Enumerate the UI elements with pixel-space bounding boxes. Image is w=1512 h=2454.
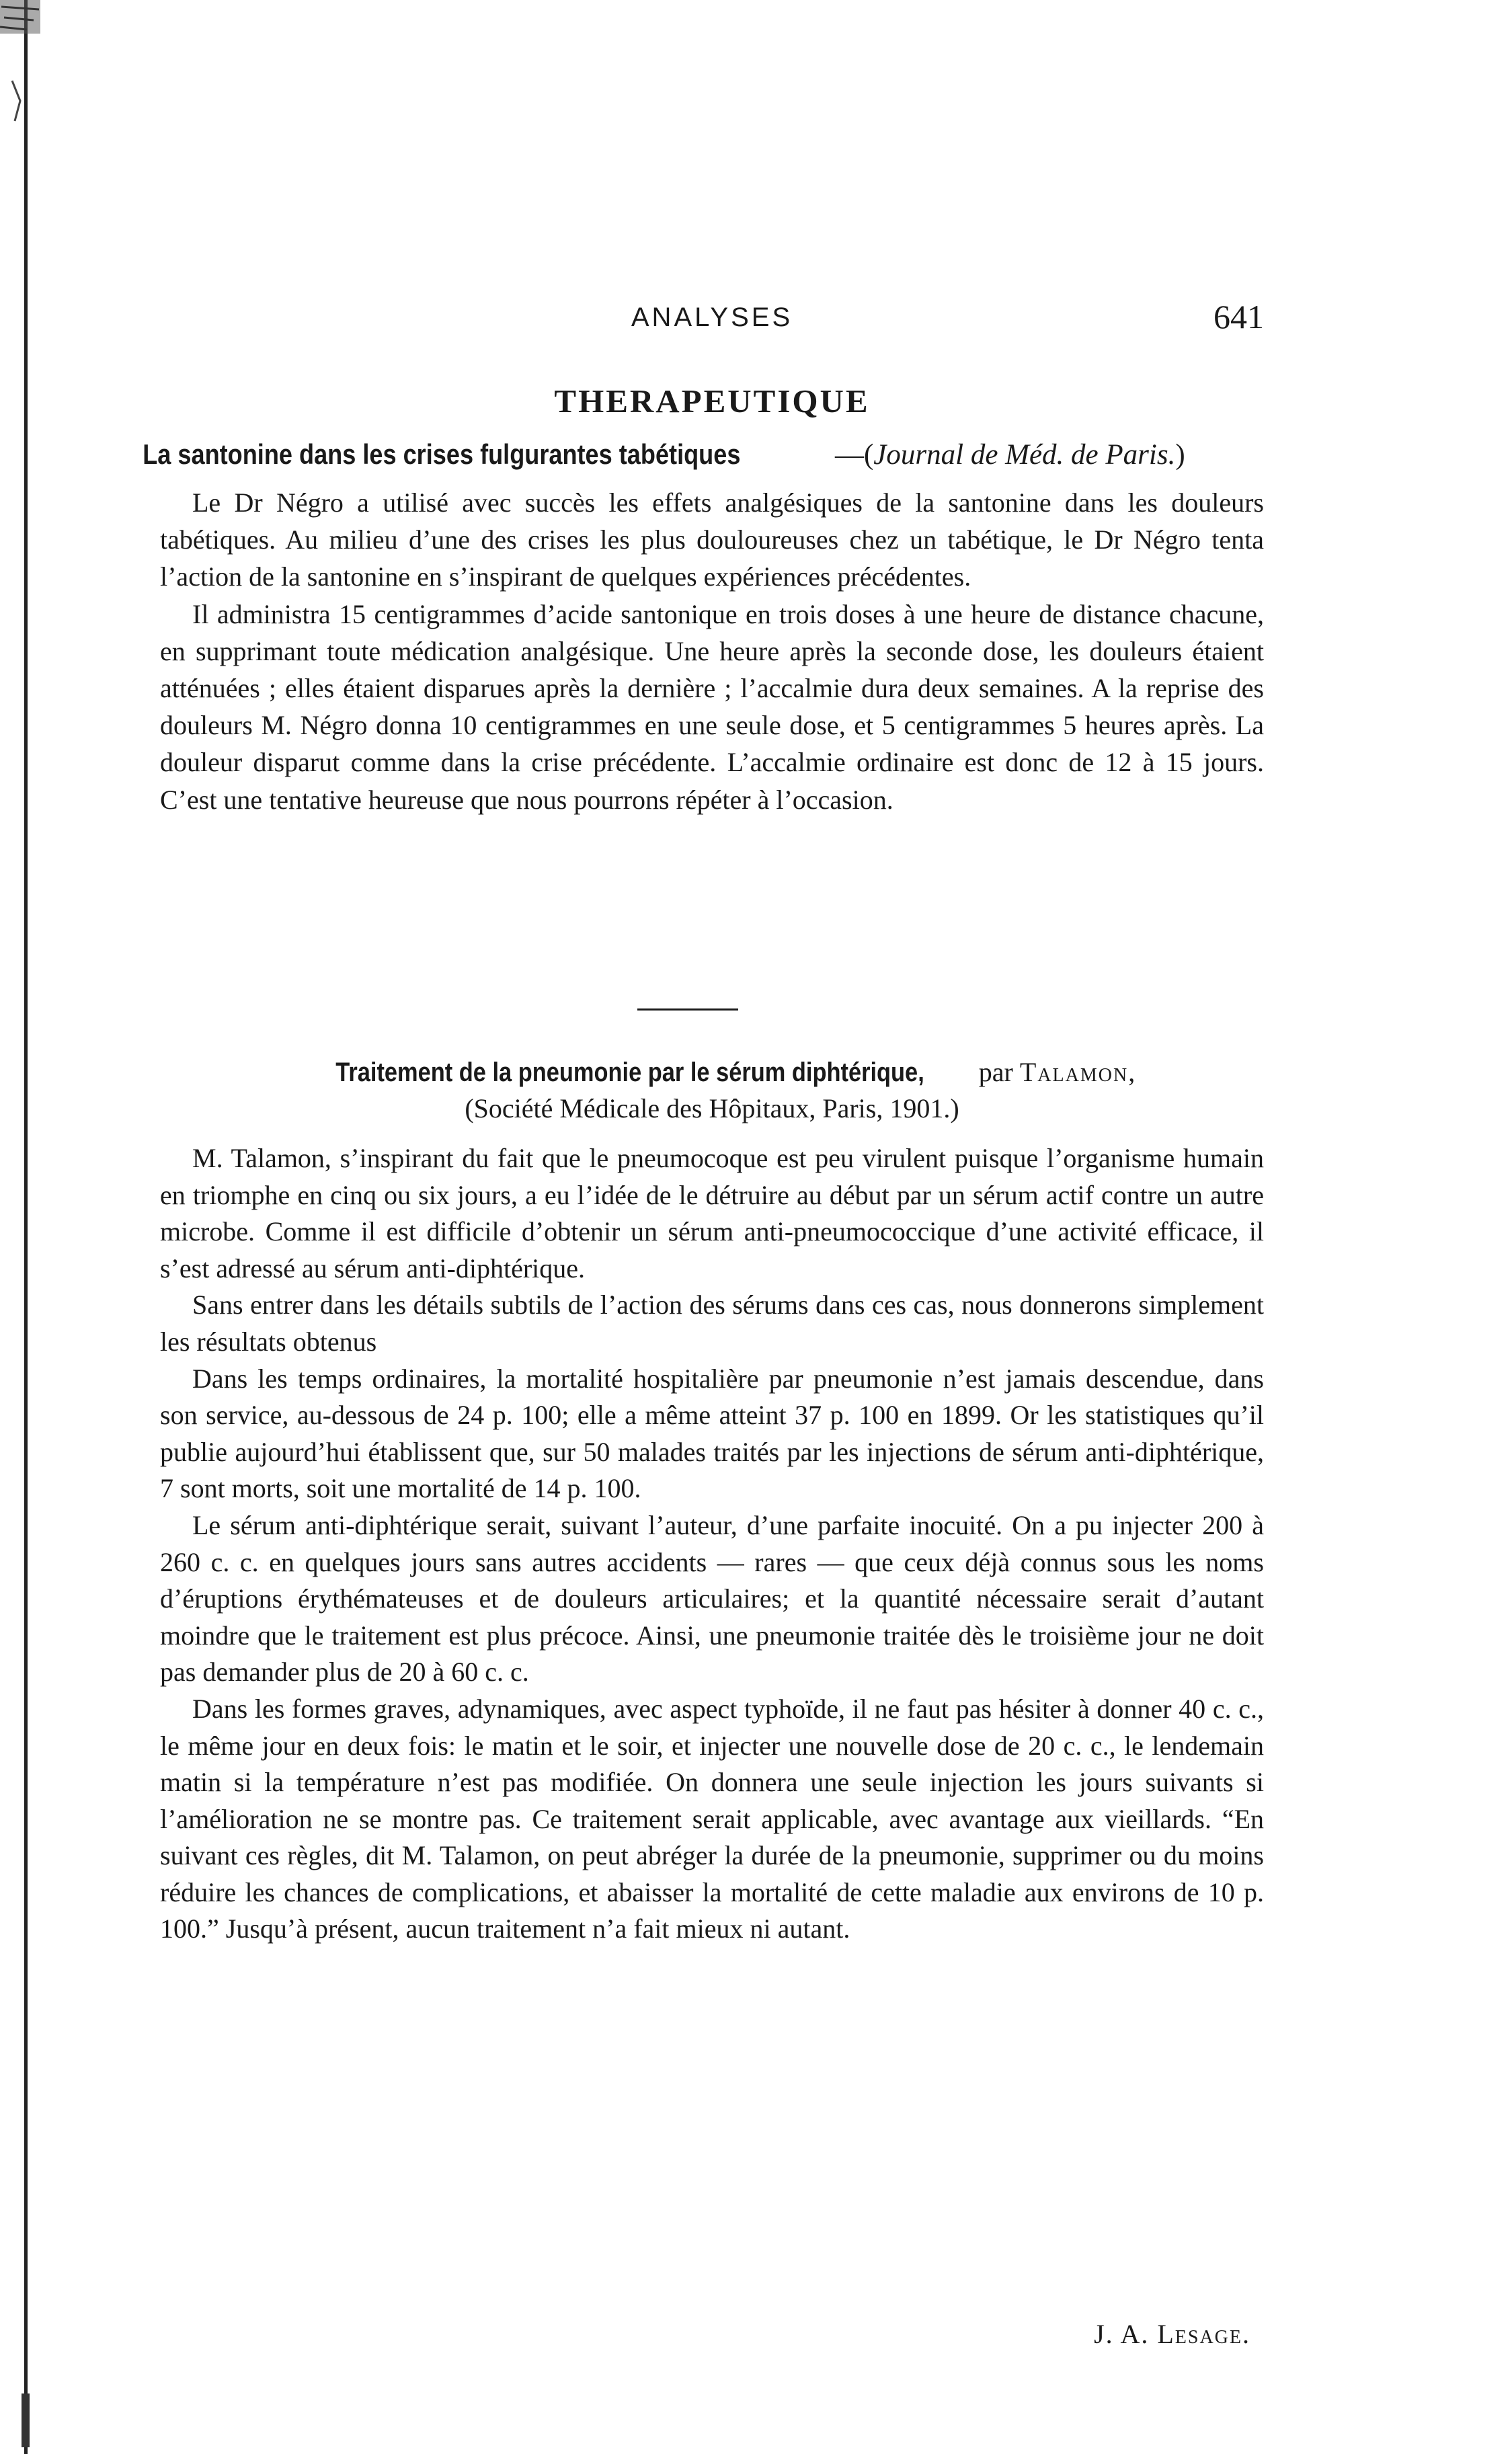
article-heading	[160, 1054, 1264, 1127]
paragraph: Dans les temps ordinaires, la mortalité hospitalière par pneumonie n’est jamais descendue, dans son service, au-dessous de 24 p. 100; elle a même atteint 37 p. 100 en 1899. Or les statistiques qu’il publie aujourd’hui établissent que, sur 50 malades traités par les injections de sérum anti-diphtérique, 7 sont morts, soit une mortalité de 14 p. 100.	[160, 1363, 1264, 1504]
article-santonine	[143, 436, 1264, 818]
source-close: )	[1175, 439, 1185, 471]
document-page	[143, 0, 1264, 2454]
section-divider	[637, 1008, 738, 1011]
article-source: Journal de Méd. de Paris.	[873, 439, 1176, 471]
by-word: par	[978, 1057, 1013, 1087]
paragraph: Le Dr Négro a utilisé avec succès les effets analgésiques de la santonine dans les douleurs tabétiques. Au milieu d’une des crises les plus douloureuses chez un tabétique, le Dr Négro tenta l’action de la santonine en s’inspirant de quelques expériences précédentes.	[160, 487, 1264, 592]
scan-binding-edge	[0, 0, 42, 2454]
article-author: Talamon,	[1019, 1057, 1137, 1087]
article-title: La santonine dans les crises fulgurantes tabétiques	[143, 438, 741, 470]
article-pneumonie	[160, 1054, 1264, 1948]
page-number: 641	[1213, 298, 1264, 335]
running-head	[160, 297, 1264, 338]
signature: J. A. Lesage.	[1094, 2319, 1250, 2349]
running-title: ANALYSES	[631, 303, 793, 332]
paragraph: Il administra 15 centigrammes d’acide santonique en trois doses à une heure de distance chacune, en supprimant toute médication analgésique. Une heure après la seconde dose, les douleurs étaient atténuées ; elles étaient disparues après la dernière ; l’accalmie dura deux semaines. A la reprise des douleurs M. Négro donna 10 centigrammes en une seule dose, et 5 centigrammes 5 heures après. La douleur disparut comme dans la crise précédente. L’accalmie ordinaire est donc de 12 à 15 jours. C’est une tentative heureuse que nous pourrons répéter à l’occasion.	[160, 598, 1264, 815]
paragraph: Dans les formes graves, adynamiques, avec aspect typhoïde, il ne faut pas hésiter à donner 40 c. c., le même jour en deux fois: le matin et le soir, et injecter une nouvelle dose de 20 c. c., le lendemain matin si la température n’est pas modifiée. On donnera une seule injection les jours suivants si l’amélioration ne se montre pas. Ce traitement serait applicable, avec avantage aux vieillards. “En suivant ces règles, dit M. Talamon, on peut abréger la durée de la pneumonie, supprimer ou du moins réduire les chances de complications, et abaisser la mortalité de cette maladie aux environs de 10 p. 100.” Jusqu’à présent, aucun traitement n’a fait mieux ni autant.	[160, 1693, 1264, 1944]
title-dash: —(	[834, 439, 874, 471]
article-heading	[143, 436, 1264, 473]
article-source: (Société Médicale des Hôpitaux, Paris, 1901.)	[465, 1093, 959, 1123]
paragraph: Le sérum anti-diphtérique serait, suivant l’auteur, d’une parfaite inocuité. On a pu injecter 200 à 260 c. c. en quelques jours sans autres accidents — rares — que ceux déjà connus sous les noms d’éruptions érythémateuses et de douleurs articulaires; et la quantité nécessaire serait d’autant moindre que le traitement est plus précoce. Ainsi, une pneumonie traitée dès le troisième jour ne doit pas demander plus de 20 à 60 c. c.	[160, 1509, 1264, 1688]
paragraph: M. Talamon, s’inspirant du fait que le pneumocoque est peu virulent puisque l’organisme humain en triomphe en cinq ou six jours, a eu l’idée de le détruire au début par un sérum actif contre un autre microbe. Comme il est difficile d’obtenir un sérum anti-pneumococcique d’une activité efficace, il s’est adressé au sérum anti-diphtérique.	[160, 1143, 1264, 1283]
section-title: THERAPEUTIQUE	[554, 383, 870, 420]
article-title: Traitement de la pneumonie par le sérum diphtérique,	[335, 1058, 924, 1087]
paragraph: Sans entrer dans les détails subtils de l’action des sérums dans ces cas, nous donnerons simplement les résultats obtenus	[160, 1290, 1264, 1357]
